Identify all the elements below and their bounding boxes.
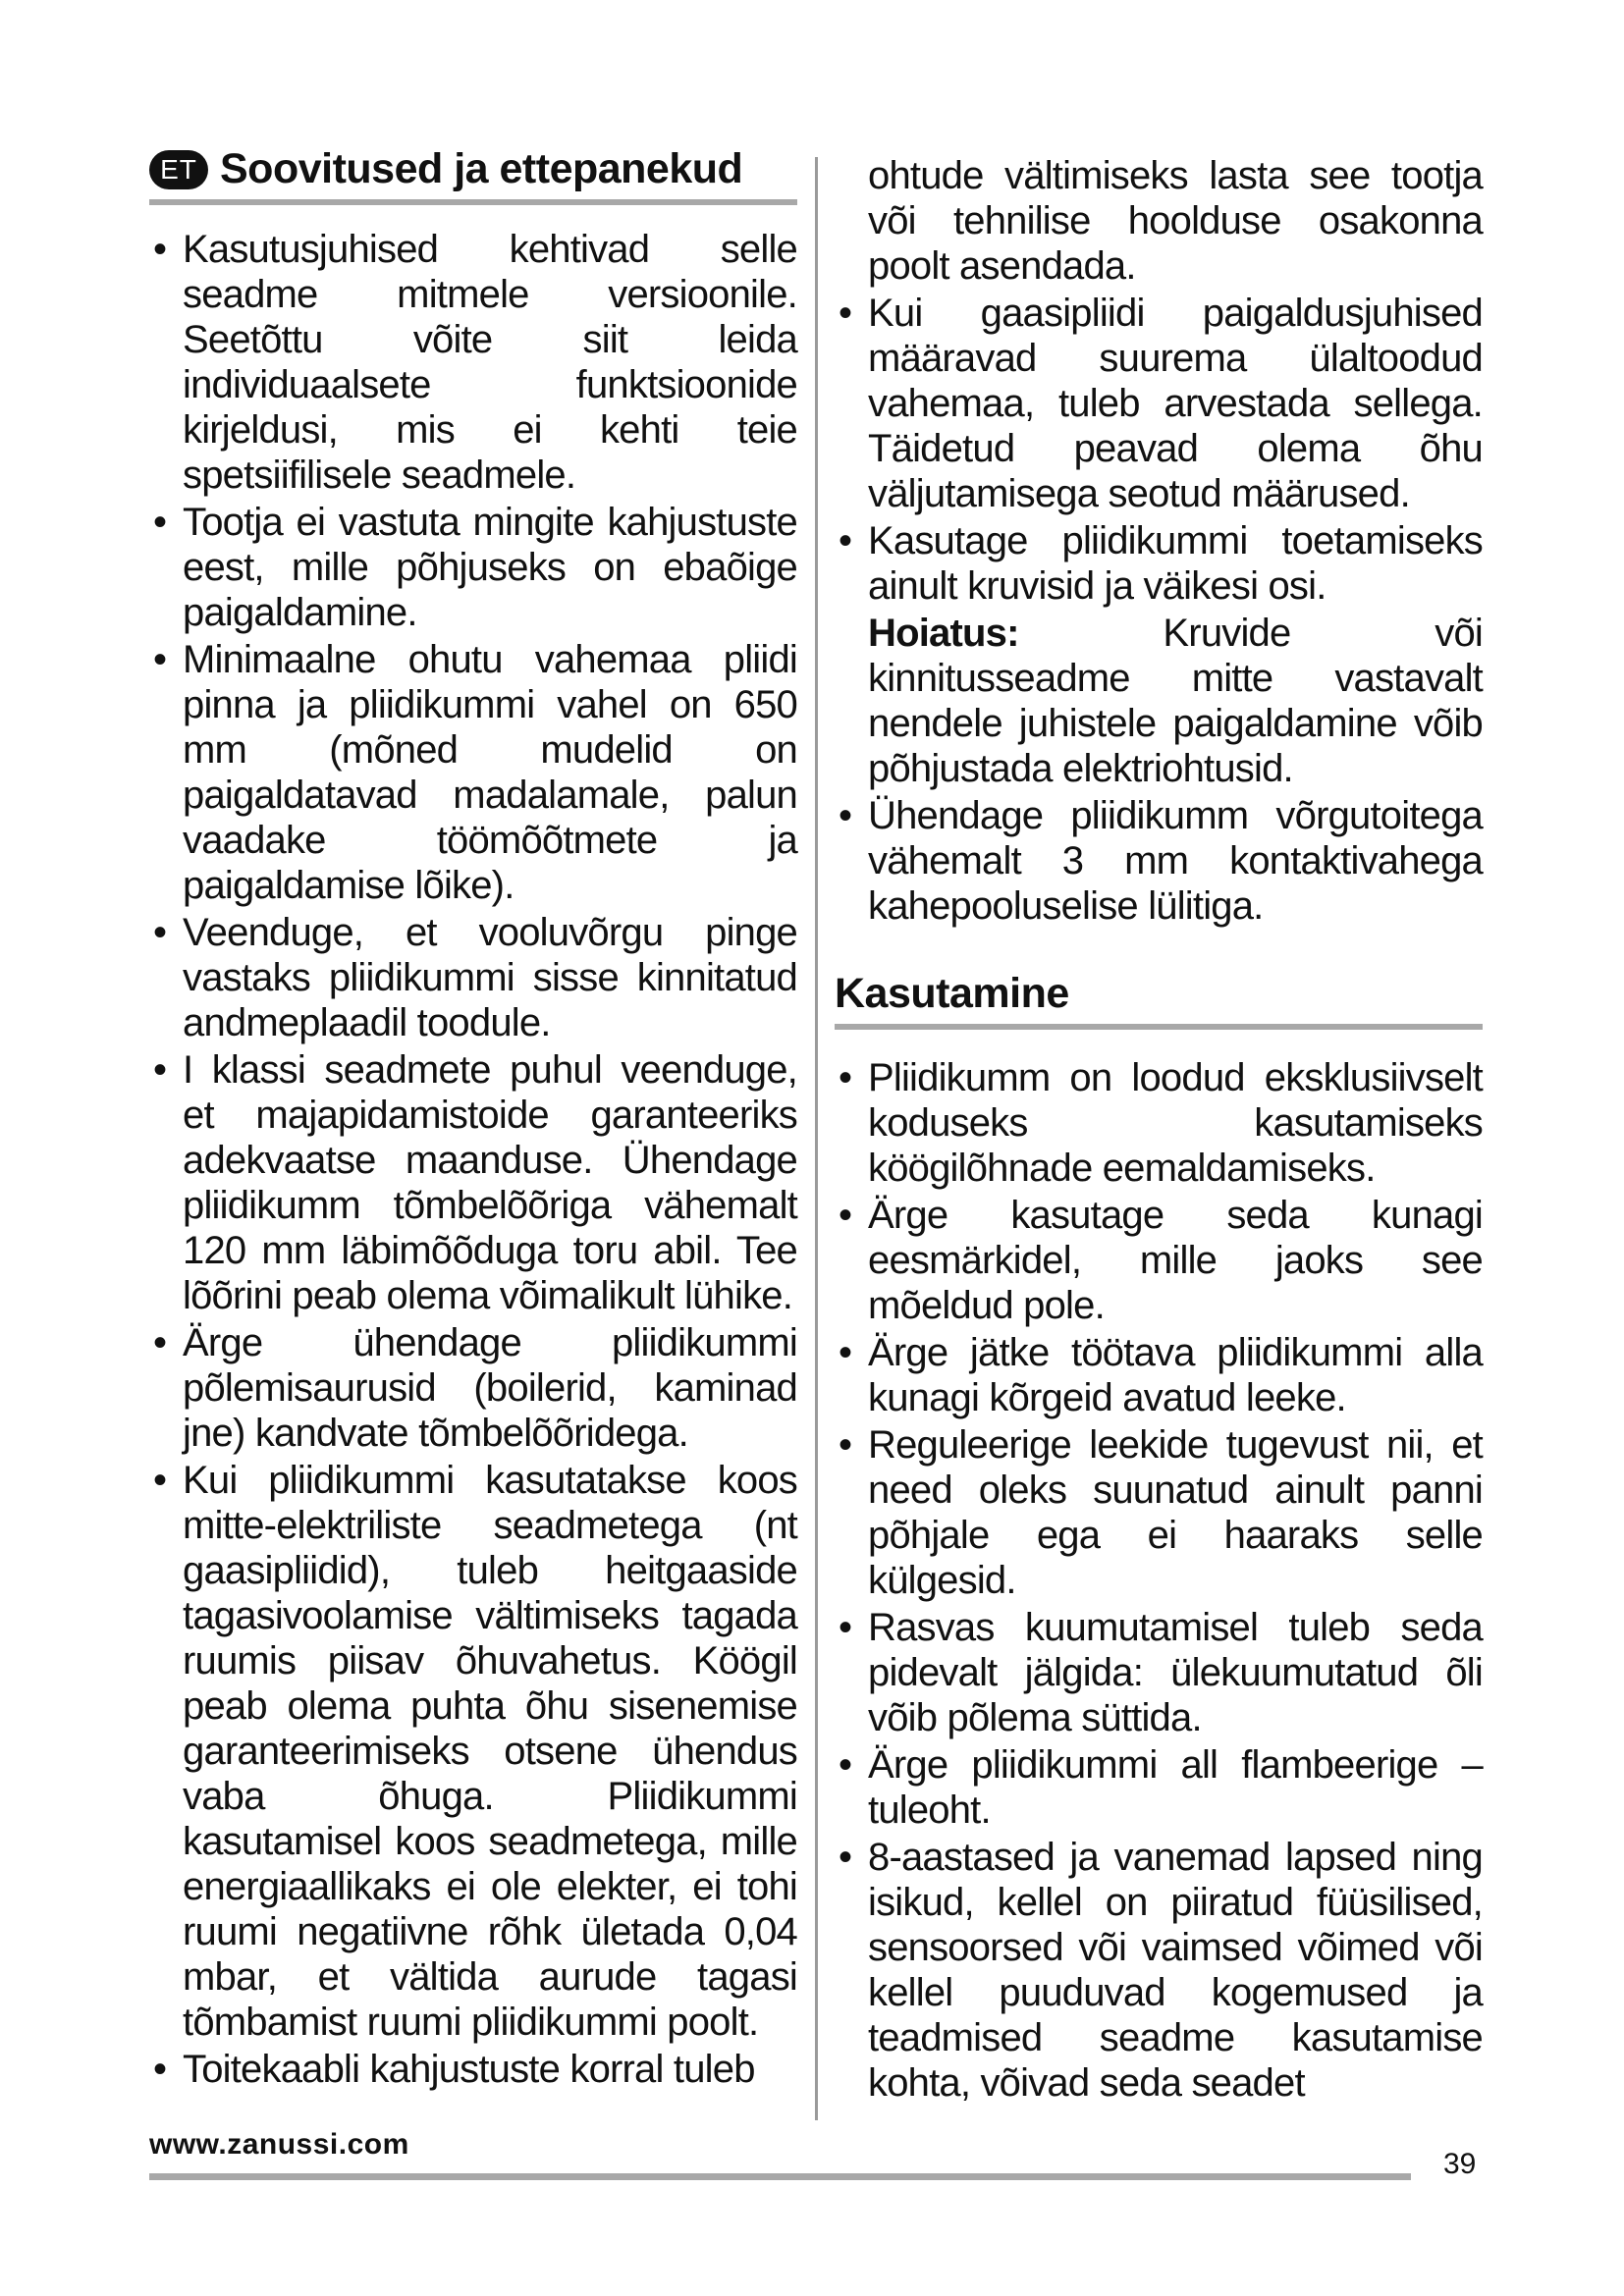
list-item: • Veenduge, et vooluvõrgu pinge vastaks pliidikummi sisse kinnitatud andmeplaadil toodule. xyxy=(149,910,797,1045)
list-item: • Minimaalne ohutu vahemaa pliidi pinna ja pliidikummi vahel on 650 mm (mõned mudelid on paigaldatavad madalamale, palun vaadake töömõõtmete ja paigaldamise lõike). xyxy=(149,637,797,908)
list-item: • 8-aastased ja vanemad lapsed ning isikud, kellel on piiratud füüsilised, sensoorsed või vaimsed võimed või kellel puuduvad kogemused ja teadmised seadme kasutamise kohta, võivad seda seadet xyxy=(835,1835,1483,2106)
recommendations-list-end xyxy=(835,793,1483,929)
list-item: • Kui gaasipliidi paigaldusjuhised määravad suurema ülaltoodud vahemaa, tuleb arvestada sellega. Täidetud peavad olema õhu väljutamisega seotud määrused. xyxy=(835,291,1483,516)
list-item: • Ärge jätke töötava pliidikummi alla kunagi kõrgeid avatud leeke. xyxy=(835,1330,1483,1420)
left-column xyxy=(149,145,797,2094)
list-item: • Toitekaabli kahjustuste korral tuleb xyxy=(149,2047,797,2092)
section-header-usage xyxy=(835,970,1483,1030)
list-item-continuation: ohtude vältimiseks lasta see tootja või tehnilise hoolduse osakonna poolt asendada. xyxy=(868,154,1483,288)
warning-text: Kruvide või kinnitusseadme mitte vastavalt nendele juhistele paigaldamine võib põhjustada elektriohtusid. xyxy=(868,612,1483,790)
list-item: • I klassi seadmete puhul veenduge, et majapidamistoide garanteeriks adekvaatse maanduse. Ühendage pliidikumm tõmbelõõriga vähemalt 120 mm läbimõõduga toru abil. Tee lõõrini peab olema võimalikult lühike. xyxy=(149,1047,797,1318)
page-number: 39 xyxy=(1443,2148,1477,2180)
section-spacer xyxy=(835,931,1483,970)
list-item: • Kasutage pliidikummi toetamiseks ainult kruvisid ja väikesi osi. xyxy=(835,518,1483,609)
section-title-recommendations: Soovitused ja ettepanekud xyxy=(220,145,743,192)
section-title-usage: Kasutamine xyxy=(835,970,1069,1017)
list-item: • Tootja ei vastuta mingite kahjustuste eest, mille põhjuseks on ebaõige paigaldamine. xyxy=(149,500,797,635)
column-divider xyxy=(815,157,818,2120)
warning-label: Hoiatus: xyxy=(868,612,1019,655)
list-item: • Ärge ühendage pliidikummi põlemisaurusid (boilerid, kaminad jne) kandvate tõmbelõõridega. xyxy=(149,1320,797,1456)
footer-rule xyxy=(149,2173,1411,2180)
list-item: • Rasvas kuumutamisel tuleb seda pidevalt jälgida: ülekuumutatud õli võib põlema süttida. xyxy=(835,1605,1483,1740)
list-item: • Kasutusjuhised kehtivad selle seadme mitmele versioonile. Seetõttu võite siit leida individuaalsete funktsioonide kirjeldusi, mis ei kehti teie spetsiifilisele seadmele. xyxy=(149,227,797,498)
recommendations-list-continued xyxy=(835,291,1483,609)
list-item: • Kui pliidikummi kasutatakse koos mitte-elektriliste seadmetega (nt gaasipliidid), tuleb heitgaaside tagasivoolamise vältimiseks tagada ruumis piisav õhuvahetus. Köögil peab olema puhta õhu sisenemise garanteerimiseks otsene ühendus vaba õhuga. Pliidikummi kasutamisel koos seadmetega, mille energiaallikaks ei ole elekter, ei tohi ruumi negatiivne rõhk ületada 0,04 mbar, et vältida aurude tagasi tõmbamist ruumi pliidikummi poolt. xyxy=(149,1458,797,2045)
list-item: • Ühendage pliidikumm võrgutoitega vähemalt 3 mm kontaktivahega kahepooluselise lülitiga. xyxy=(835,793,1483,929)
right-column xyxy=(835,153,1483,2108)
list-item: • Ärge pliidikummi all flambeerige – tuleoht. xyxy=(835,1742,1483,1833)
list-item: • Ärge kasutage seda kunagi eesmärkidel, mille jaoks see mõeldud pole. xyxy=(835,1193,1483,1328)
list-item: • Reguleerige leekide tugevust nii, et need oleks suunatud ainult panni põhjale ega ei haaraks selle külgesid. xyxy=(835,1422,1483,1603)
list-item: • Pliidikumm on loodud eksklusiivselt koduseks kasutamiseks köögilõhnade eemaldamiseks. xyxy=(835,1055,1483,1191)
section-header-recommendations xyxy=(149,145,797,205)
usage-list xyxy=(835,1055,1483,2106)
recommendations-list xyxy=(149,227,797,2092)
language-badge: ET xyxy=(149,150,208,189)
footer-website-url[interactable]: www.zanussi.com xyxy=(149,2128,409,2161)
warning-paragraph xyxy=(835,611,1483,791)
